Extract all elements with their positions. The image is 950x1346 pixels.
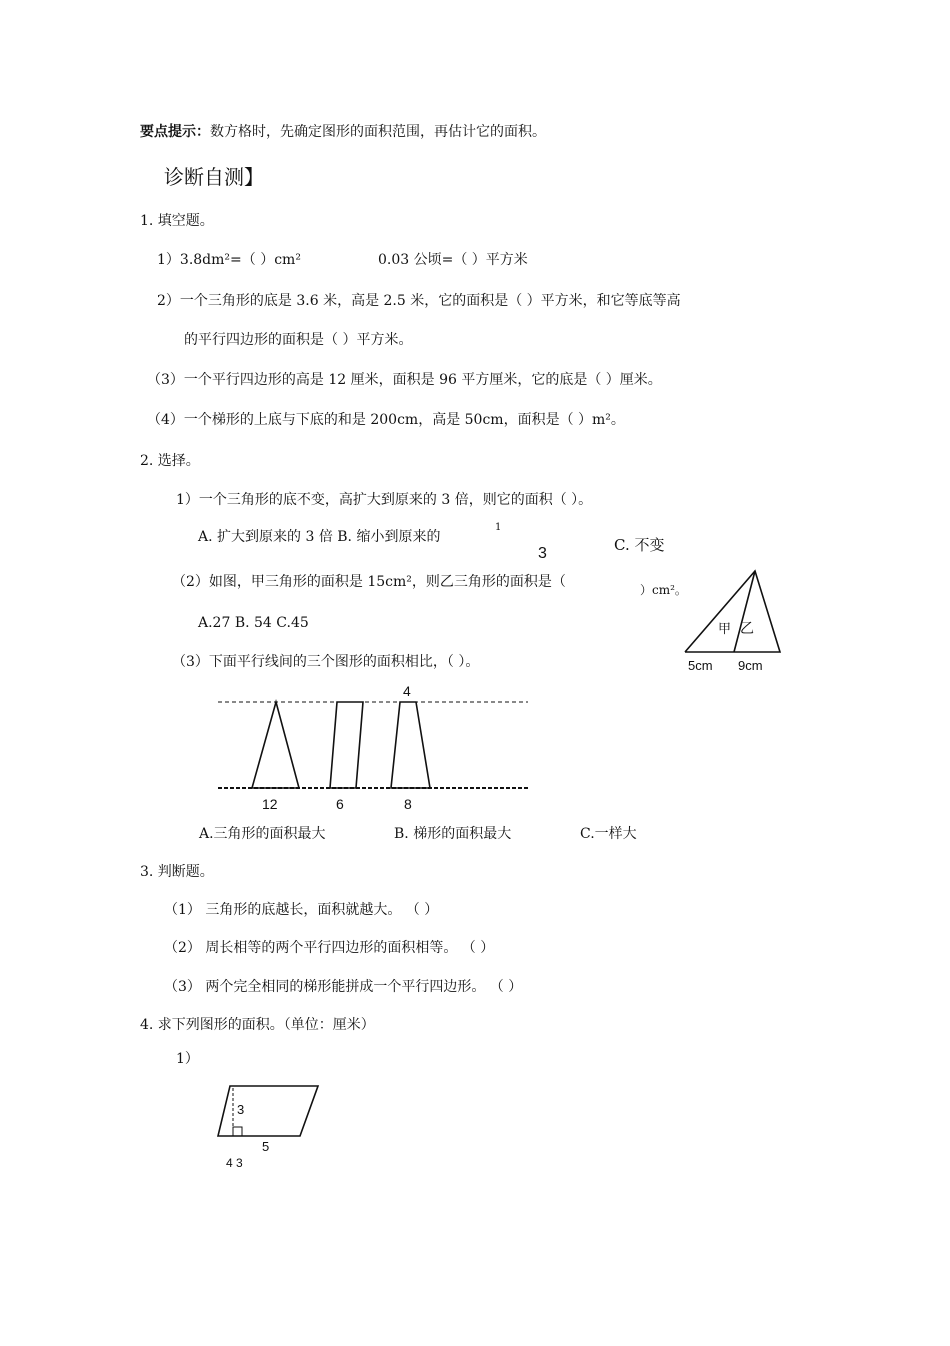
q4-heading: 4. 求下列图形的面积。（单位：厘米） — [140, 1017, 375, 1033]
triangle-base-label: 12 — [262, 796, 278, 812]
q2-sub1: 1）一个三角形的底不变，高扩大到原来的 3 倍，则它的面积（ ）。 — [176, 492, 593, 508]
section-title: 诊断自测】 — [164, 165, 264, 189]
parallelogram-shape — [330, 702, 363, 788]
q3-judge1: （1） 三角形的底越长，面积就越大。 （ ） — [164, 902, 439, 918]
tip-label: 要点提示： — [140, 124, 210, 140]
outer-triangle — [685, 571, 780, 652]
q1-item2a: 2）一个三角形的底是 3.6 米，高是 2.5 米，它的面积是（ ）平方米，和它等底等高 — [157, 293, 681, 309]
q2-sub3: （3）下面平行线间的三个图形的面积相比，（ ）。 — [172, 654, 480, 670]
height-label: 3 — [237, 1102, 245, 1117]
fraction-denominator: 3 — [538, 545, 547, 562]
q3-judge2: （2） 周长相等的两个平行四边形的面积相等。 （ ） — [164, 940, 495, 956]
q1-item1a: 1）3.8dm²=（ ）cm² — [157, 252, 301, 268]
base-right-label: 9cm — [738, 658, 763, 673]
q4-part1-label: 1） — [176, 1051, 199, 1067]
base-left-label: 5cm — [688, 658, 713, 673]
q3-heading: 3. 判断题。 — [140, 864, 214, 880]
q1-item2b: 的平行四边形的面积是（ ）平方米。 — [184, 332, 413, 348]
fraction-numerator: 1 — [495, 522, 502, 533]
label-yi: 乙 — [740, 620, 754, 636]
right-angle-mark — [233, 1127, 242, 1136]
q2-sub1-options: A. 扩大到原来的 3 倍 B. 缩小到原来的 — [198, 529, 441, 545]
q2-sub3-option-a: A.三角形的面积最大 — [199, 826, 326, 842]
q1-item4: （4）一个梯形的上底与下底的和是 200cm，高是 50cm，面积是（ ）m²。 — [147, 412, 625, 428]
q2-sub3-option-b: B. 梯形的面积最大 — [394, 826, 512, 842]
q2-sub2-options: A.27 B. 54 C.45 — [198, 615, 309, 631]
parallelogram-figure — [210, 1078, 330, 1178]
triangle-shape — [252, 702, 299, 788]
q1-item1b: 0.03 公顷=（ ）平方米 — [378, 252, 528, 268]
tip-line — [140, 123, 546, 141]
bottom-label: 4 3 — [226, 1156, 243, 1170]
label-jia: 甲 — [718, 621, 732, 636]
parallelogram-base-label: 6 — [336, 796, 344, 812]
trapezoid-base-label: 8 — [404, 796, 412, 812]
q2-heading: 2. 选择。 — [140, 453, 200, 469]
trapezoid-top-label: 4 — [403, 683, 411, 699]
q1-item3: （3）一个平行四边形的高是 12 厘米，面积是 96 平方厘米，它的底是（ ）厘米。 — [147, 372, 662, 388]
q2-sub2-unit: ）cm²。 — [640, 583, 687, 597]
base-label: 5 — [262, 1139, 270, 1154]
trapezoid-shape — [391, 702, 430, 788]
parallel-lines-figure — [210, 680, 540, 815]
q1-heading: 1. 填空题。 — [140, 213, 214, 229]
triangle-figure — [680, 565, 790, 675]
q2-sub2: （2）如图，甲三角形的面积是 15cm²，则乙三角形的面积是（ — [172, 574, 566, 590]
q2-sub3-option-c: C.一样大 — [580, 826, 637, 842]
q3-judge3: （3） 两个完全相同的梯形能拼成一个平行四边形。 （ ） — [164, 979, 523, 995]
q2-sub1-option-c: C. 不变 — [614, 536, 665, 554]
tip-text: 数方格时，先确定图形的面积范围，再估计它的面积。 — [210, 124, 546, 140]
